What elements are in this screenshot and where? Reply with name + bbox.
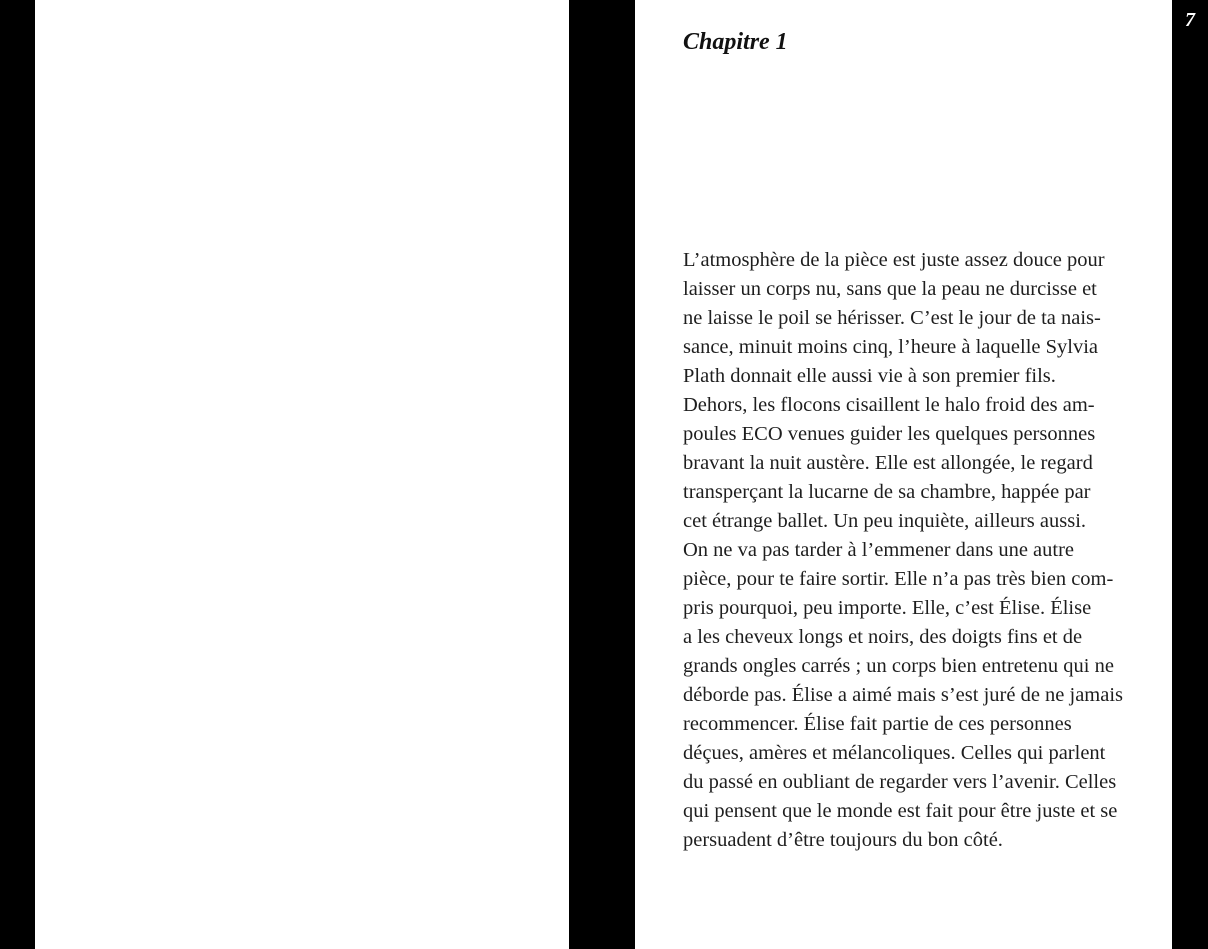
text-line: Plath donnait elle aussi vie à son premier fils.	[683, 365, 1056, 387]
text-line: pris pourquoi, peu importe. Elle, c’est Élise. Élise	[683, 597, 1092, 619]
text-line: laisser un corps nu, sans que la peau ne durcisse et	[683, 278, 1097, 300]
text-line: a les cheveux longs et noirs, des doigts fins et de	[683, 626, 1083, 648]
left-page-blank[interactable]	[35, 0, 569, 949]
text-line: cet étrange ballet. Un peu inquiète, ailleurs aussi.	[683, 510, 1087, 532]
text-line: du passé en oubliant de regarder vers l’avenir. Celles	[683, 771, 1117, 793]
text-line: Dehors, les flocons cisaillent le halo froid des am-	[683, 394, 1095, 416]
page-body-text	[683, 246, 1123, 855]
right-page[interactable]	[635, 0, 1172, 949]
text-line: ne laisse le poil se hérisser. C’est le jour de ta nais-	[683, 307, 1101, 329]
text-line: déçues, amères et mélancoliques. Celles qui parlent	[683, 742, 1106, 764]
text-line: pièce, pour te faire sortir. Elle n’a pas très bien com-	[683, 568, 1114, 590]
text-line: recommencer. Élise fait partie de ces personnes	[683, 713, 1072, 735]
text-line: L’atmosphère de la pièce est juste assez douce pour	[683, 249, 1105, 271]
text-line: sance, minuit moins cinq, l’heure à laquelle Sylvia	[683, 336, 1099, 358]
text-line: bravant la nuit austère. Elle est allongée, le regard	[683, 452, 1093, 474]
text-line: qui pensent que le monde est fait pour être juste et se	[683, 800, 1118, 822]
page-number: 7	[1185, 9, 1195, 31]
text-line: grands ongles carrés ; un corps bien entretenu qui ne	[683, 655, 1114, 677]
text-line: poules ECO venues guider les quelques personnes	[683, 423, 1096, 445]
chapter-title: Chapitre 1	[683, 29, 788, 55]
text-line: transperçant la lucarne de sa chambre, happée par	[683, 481, 1091, 503]
text-line: déborde pas. Élise a aimé mais s’est juré de ne jamais	[683, 684, 1124, 706]
text-line: persuadent d’être toujours du bon côté.	[683, 829, 1003, 851]
text-line: On ne va pas tarder à l’emmener dans une autre	[683, 539, 1075, 561]
